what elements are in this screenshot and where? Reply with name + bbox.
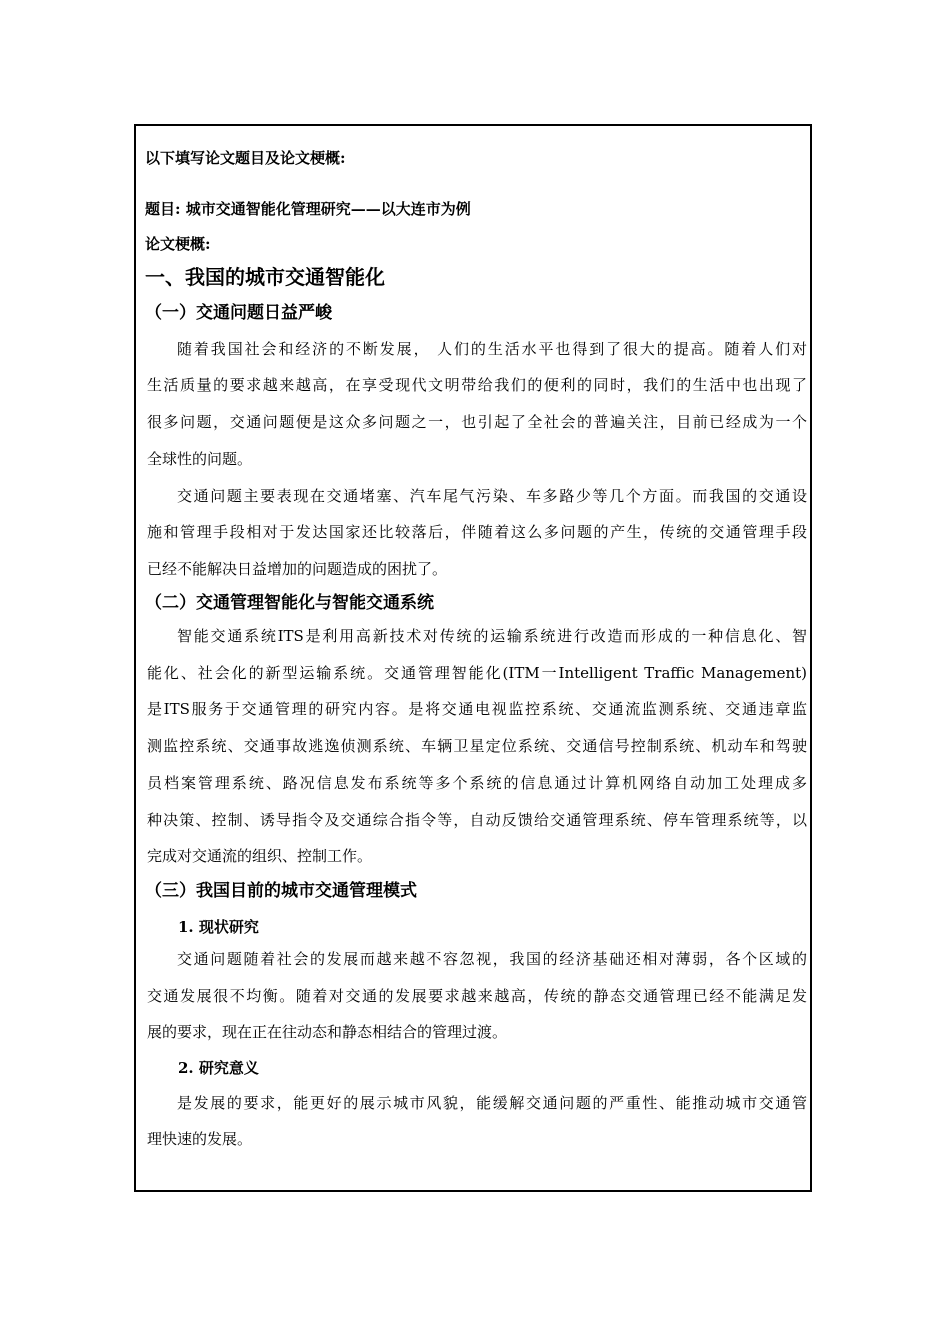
- paragraph-line: 是ITS服务于交通管理的研究内容。是将交通电视监控系统、交通流监测系统、交通违章监: [147, 700, 807, 718]
- paragraph-line: 是发展的要求，能更好的展示城市风貌，能缓解交通问题的严重性、能推动城市交通管: [177, 1094, 807, 1112]
- paragraph-line: 员档案管理系统、路况信息发布系统等多个系统的信息通过计算机网络自动加工处理成多: [147, 774, 807, 792]
- paragraph-line: 能化、社会化的新型运输系统。交通管理智能化(ITM一Intelligent Traffic Management): [147, 664, 807, 682]
- paragraph-line: 随着我国社会和经济的不断发展， 人们的生活水平也得到了很大的提高。随着人们对: [177, 340, 807, 358]
- paragraph-line: 施和管理手段相对于发达国家还比较落后，伴随着这么多问题的产生，传统的交通管理手段: [147, 523, 807, 541]
- paragraph-line: 完成对交通流的组织、控制工作。: [147, 847, 373, 865]
- paragraph-line: 全球性的问题。: [147, 450, 253, 468]
- paragraph-line: 测监控系统、交通事故逃逸侦测系统、车辆卫星定位系统、交通信号控制系统、机动车和驾驶: [147, 737, 807, 755]
- abstract-label: 论文梗概:: [145, 235, 211, 253]
- paragraph-line: 交通问题随着社会的发展而越来越不容忽视，我国的经济基础还相对薄弱，各个区域的: [177, 950, 807, 968]
- section-1-heading: （一）交通问题日益严峻: [145, 303, 332, 323]
- paragraph-line: 生活质量的要求越来越高，在享受现代文明带给我们的便利的同时，我们的生活中也出现了: [147, 376, 807, 394]
- instruction-text: 以下填写论文题目及论文梗概:: [145, 149, 346, 167]
- paragraph-line: 交通问题主要表现在交通堵塞、汽车尾气污染、车多路少等几个方面。而我国的交通设: [177, 487, 807, 505]
- paragraph-line: 已经不能解决日益增加的问题造成的困扰了。: [147, 560, 448, 578]
- paragraph-line: 交通发展很不均衡。随着对交通的发展要求越来越高，传统的静态交通管理已经不能满足发: [147, 987, 807, 1005]
- paragraph-line: 理快速的发展。: [147, 1130, 253, 1148]
- paragraph-line: 很多问题，交通问题便是这众多问题之一，也引起了全社会的普遍关注，目前已经成为一个: [147, 413, 807, 431]
- paragraph-line: 展的要求，现在正在往动态和静态相结合的管理过渡。: [147, 1023, 508, 1041]
- section-3-heading: （三）我国目前的城市交通管理模式: [145, 881, 417, 901]
- heading-1: 一、我国的城市交通智能化: [145, 265, 385, 289]
- subsection-2-heading: 2. 研究意义: [178, 1059, 259, 1077]
- paragraph-line: 智能交通系统ITS是利用高新技术对传统的运输系统进行改造而形成的一种信息化、智: [177, 627, 807, 645]
- paragraph-line: 种决策、控制、诱导指令及交通综合指令等，自动反馈给交通管理系统、停车管理系统等，以: [147, 811, 807, 829]
- section-2-heading: （二）交通管理智能化与智能交通系统: [145, 593, 434, 613]
- thesis-title: 题目: 城市交通智能化管理研究——以大连市为例: [145, 200, 471, 218]
- subsection-1-heading: 1. 现状研究: [178, 918, 259, 936]
